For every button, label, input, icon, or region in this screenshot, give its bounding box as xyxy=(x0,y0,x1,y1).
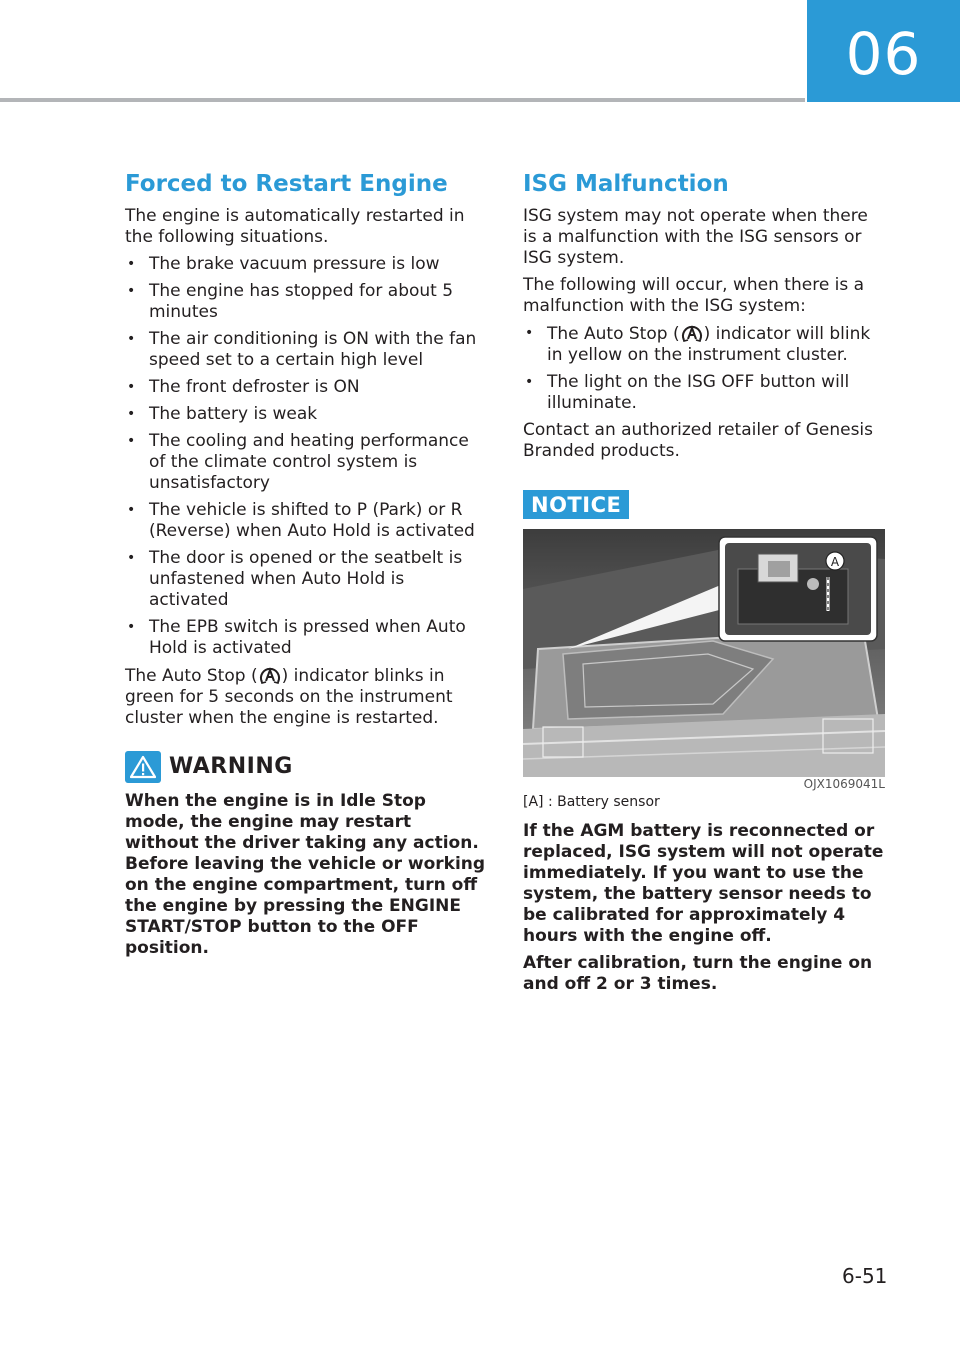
isg-paragraph-3: Contact an authorized retailer of Genesis Branded products. xyxy=(523,419,874,461)
bullet-text-before: The Auto Stop ( xyxy=(547,323,680,344)
bullet-text-after: ) indicator will blink in yellow on the instrument cluster. xyxy=(547,323,871,365)
auto-stop-icon xyxy=(680,323,704,343)
list-item xyxy=(523,323,885,366)
autostop-text-before: The Auto Stop ( xyxy=(125,665,258,686)
header-rule xyxy=(0,98,805,102)
trunk-battery-illustration xyxy=(523,529,885,777)
list-item: • The vehicle is shifted to P (Park) or R (Reverse) when Auto Hold is activated xyxy=(125,500,487,542)
auto-stop-icon xyxy=(258,665,282,685)
list-item: • The EPB switch is pressed when Auto Hold is activated xyxy=(125,617,487,659)
autostop-paragraph xyxy=(125,665,487,729)
restart-conditions-list xyxy=(125,254,487,659)
warning-box xyxy=(125,751,487,959)
list-item: • The light on the ISG OFF button will illuminate. xyxy=(523,372,885,414)
list-item: • The cooling and heating performance of the climate control system is unsatisfactory xyxy=(125,431,487,494)
figure-label-a: A xyxy=(830,554,840,569)
autostop-text-after: ) indicator blinks in green for 5 seconds on the instrument cluster when the engine is restarted. xyxy=(125,665,453,728)
warning-header xyxy=(125,751,487,783)
list-item: • The brake vacuum pressure is low xyxy=(125,254,487,275)
left-column xyxy=(125,170,487,965)
figure-code: OJX1069041L xyxy=(803,776,885,791)
page-number: 6-51 xyxy=(842,1264,888,1288)
intro-paragraph: The engine is automatically restarted in the following situations. xyxy=(125,205,465,247)
notice-text-2: After calibration, turn the engine on and off 2 or 3 times. xyxy=(523,952,873,994)
list-item: • The engine has stopped for about 5 minutes xyxy=(125,281,487,323)
notice-badge: NOTICE xyxy=(523,490,629,519)
warning-triangle-icon xyxy=(125,751,161,783)
list-item: • The door is opened or the seatbelt is unfastened when Auto Hold is activated xyxy=(125,548,487,611)
notice-text-1: If the AGM battery is reconnected or replaced, ISG system will not operate immediately. If you want to use the system, the battery sensor needs to be calibrated for approximately 4 hours with the engine off. xyxy=(523,820,884,946)
isg-paragraph-2: The following will occur, when there is a malfunction with the ISG system: xyxy=(523,274,865,316)
list-item: • The air conditioning is ON with the fan speed set to a certain high level xyxy=(125,329,487,371)
list-item: • The battery is weak xyxy=(125,404,487,425)
list-item: • The front defroster is ON xyxy=(125,377,487,398)
warning-text: When the engine is in Idle Stop mode, the engine may restart without the driver taking any action. Before leaving the vehicle or working on the engine compartment, turn off the engine by pressing the ENGINE START/STOP button to the OFF position. xyxy=(125,790,486,958)
section-title-isg-malfunction: ISG Malfunction xyxy=(523,171,729,197)
isg-paragraph-1: ISG system may not operate when there is a malfunction with the ISG sensors or ISG system. xyxy=(523,205,868,268)
chapter-tab: 06 xyxy=(807,0,960,102)
figure-caption: [A] : Battery sensor xyxy=(523,793,660,810)
section-title-forced-restart: Forced to Restart Engine xyxy=(125,171,448,197)
battery-sensor-figure xyxy=(523,529,885,777)
malfunction-list xyxy=(523,323,885,414)
warning-title: WARNING xyxy=(169,754,293,780)
right-column xyxy=(523,170,885,1001)
